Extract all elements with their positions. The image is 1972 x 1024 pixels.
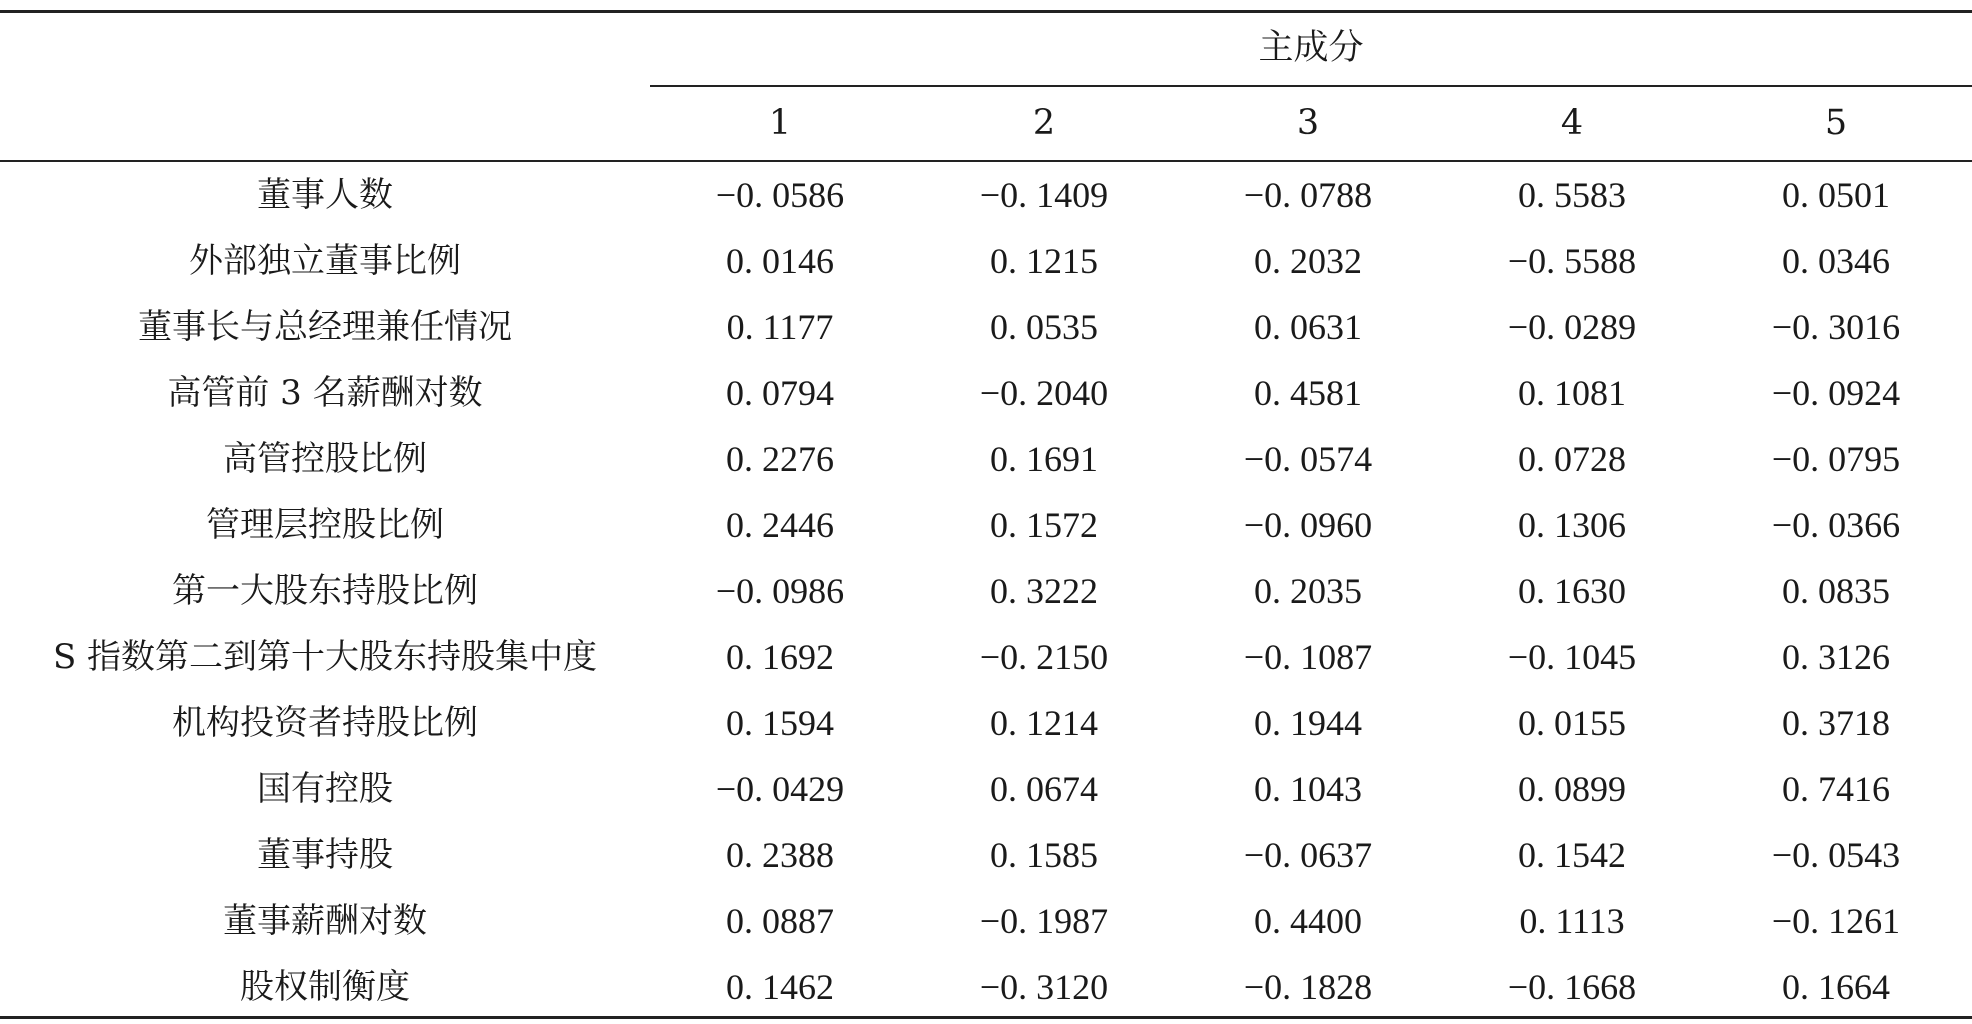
table-cell: −0. 0429 [715, 769, 845, 809]
table-cell: 0. 0631 [1254, 307, 1362, 347]
table-cell: 0. 1664 [1782, 967, 1890, 1007]
column-header-4: 4 [1560, 103, 1584, 143]
table-cell: 0. 0674 [990, 769, 1098, 809]
row-label: 董事人数 [257, 175, 393, 215]
row-label: 机构投资者持股比例 [172, 703, 478, 743]
table-cell: −0. 0586 [715, 175, 845, 215]
table-cell: −0. 3120 [979, 967, 1109, 1007]
table-cell: 0. 1944 [1254, 703, 1362, 743]
table-cell: 0. 0728 [1518, 439, 1626, 479]
table-cell: 0. 2388 [726, 835, 834, 875]
table-cell: −0. 5588 [1507, 241, 1637, 281]
table-cell: 0. 3718 [1782, 703, 1890, 743]
table-cell: −0. 2040 [979, 373, 1109, 413]
row-label: 高管前 3 名薪酬对数 [167, 373, 483, 413]
table-cell: 0. 0146 [726, 241, 834, 281]
row-label: 管理层控股比例 [206, 505, 444, 545]
row-label: 第一大股东持股比例 [172, 571, 478, 611]
table-cell: 0. 1572 [990, 505, 1098, 545]
table-cell: 0. 1113 [1519, 901, 1625, 941]
table-cell: 0. 0794 [726, 373, 834, 413]
table-cell: −0. 1987 [979, 901, 1109, 941]
row-label: 董事薪酬对数 [223, 901, 427, 941]
column-header-3: 3 [1296, 103, 1320, 143]
table-cell: 0. 1542 [1518, 835, 1626, 875]
table-cell: 0. 1177 [726, 307, 834, 347]
table-cell: −0. 2150 [979, 637, 1109, 677]
table-cell: 0. 2276 [726, 439, 834, 479]
table-cell: 0. 2035 [1254, 571, 1362, 611]
table-cell: 0. 5583 [1518, 175, 1626, 215]
table-cell: −0. 1261 [1771, 901, 1901, 941]
table-cell: 0. 1306 [1518, 505, 1626, 545]
table-cell: 0. 1692 [726, 637, 834, 677]
table-cell: −0. 0986 [715, 571, 845, 611]
table-cell: 0. 4400 [1254, 901, 1362, 941]
table-cell: 0. 1215 [990, 241, 1098, 281]
table-top-rule [0, 10, 1972, 13]
table-cell: 0. 1594 [726, 703, 834, 743]
table-cell: 0. 0835 [1782, 571, 1890, 611]
table-cell: −0. 0924 [1771, 373, 1901, 413]
row-label: 国有控股 [257, 769, 393, 809]
table-cell: 0. 0501 [1782, 175, 1890, 215]
table-cell: 0. 1585 [990, 835, 1098, 875]
table-cell: 0. 1043 [1254, 769, 1362, 809]
table-cell: 0. 4581 [1254, 373, 1362, 413]
table-cell: −0. 1087 [1243, 637, 1373, 677]
table-cell: 0. 3126 [1782, 637, 1890, 677]
group-header-rule [650, 85, 1972, 87]
table-cell: 0. 2032 [1254, 241, 1362, 281]
row-label: 高管控股比例 [223, 439, 427, 479]
row-label: 董事持股 [257, 835, 393, 875]
table-cell: 0. 1462 [726, 967, 834, 1007]
table-cell: 0. 1214 [990, 703, 1098, 743]
table-cell: 0. 0887 [726, 901, 834, 941]
table-cell: −0. 0795 [1771, 439, 1901, 479]
header-bottom-rule [0, 160, 1972, 162]
column-header-5: 5 [1824, 103, 1848, 143]
table-cell: −0. 1668 [1507, 967, 1637, 1007]
group-header: 主成分 [1258, 28, 1364, 68]
table-cell: 0. 7416 [1782, 769, 1890, 809]
table-cell: −0. 3016 [1771, 307, 1901, 347]
table-cell: 0. 0346 [1782, 241, 1890, 281]
table-cell: −0. 0574 [1243, 439, 1373, 479]
row-label: S 指数第二到第十大股东持股集中度 [52, 637, 598, 677]
table-cell: −0. 0960 [1243, 505, 1373, 545]
row-label: 外部独立董事比例 [189, 241, 461, 281]
row-label: 股权制衡度 [240, 967, 410, 1007]
table-cell: 0. 0155 [1518, 703, 1626, 743]
table-cell: −0. 1409 [979, 175, 1109, 215]
column-header-1: 1 [768, 103, 792, 143]
table-cell: 0. 1081 [1518, 373, 1626, 413]
table-cell: −0. 0289 [1507, 307, 1637, 347]
table-cell: −0. 0543 [1771, 835, 1901, 875]
column-header-2: 2 [1032, 103, 1056, 143]
table-cell: 0. 0535 [990, 307, 1098, 347]
row-label: 董事长与总经理兼任情况 [138, 307, 512, 347]
table-cell: −0. 1828 [1243, 967, 1373, 1007]
table-cell: 0. 2446 [726, 505, 834, 545]
table-cell: −0. 0788 [1243, 175, 1373, 215]
table-cell: −0. 0637 [1243, 835, 1373, 875]
table-bottom-rule [0, 1016, 1972, 1019]
table-cell: 0. 1630 [1518, 571, 1626, 611]
table-cell: 0. 0899 [1518, 769, 1626, 809]
table-cell: −0. 1045 [1507, 637, 1637, 677]
table-cell: −0. 0366 [1771, 505, 1901, 545]
table-cell: 0. 1691 [990, 439, 1098, 479]
table-cell: 0. 3222 [990, 571, 1098, 611]
